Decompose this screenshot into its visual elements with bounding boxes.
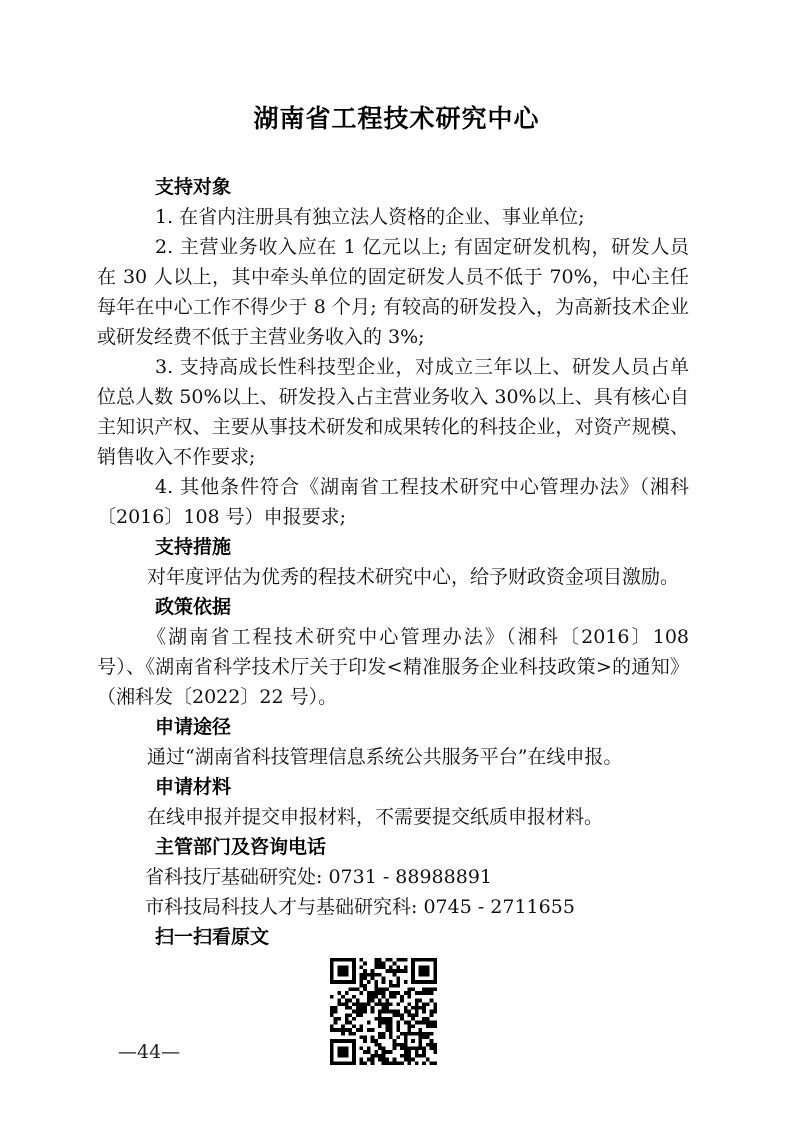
application-materials-text: 在线申报并提交申报材料，不需要提交纸质申报材料。: [147, 806, 604, 828]
section-heading-qr-scan: 扫一扫看原文: [155, 926, 270, 948]
section-policy-basis: [97, 592, 689, 712]
section-heading-application-channel: 申请途径: [155, 716, 232, 738]
qr-code-image: [330, 958, 437, 1065]
contact-phone-provincial: 省科技厅基础研究处: 0731 - 88988891: [145, 866, 493, 888]
qr-code: [330, 958, 437, 1065]
document-body: [97, 172, 689, 1065]
support-measures-text: 对年度评估为优秀的程技术研究中心，给予财政资金项目激励。: [147, 566, 680, 588]
page-title: 湖南省工程技术研究中心: [253, 104, 540, 133]
section-heading-support-targets: 支持对象: [155, 176, 232, 198]
section-heading-policy-basis: 政策依据: [155, 596, 232, 618]
policy-basis-text: 《湖南省工程技术研究中心管理办法》（湘科〔2016〕108 号）、《湖南省科学技术厅关于印发<精准服务企业科技政策>的通知》（湘科发〔2022〕22 号）。: [97, 626, 689, 708]
section-application-materials: [97, 772, 689, 832]
section-heading-contact-info: 主管部门及咨询电话: [155, 836, 327, 858]
support-target-item-4: 4. 其他条件符合《湖南省工程技术研究中心管理办法》（湘科〔2016〕108 号）申报要求;: [97, 476, 689, 528]
support-target-item-3: 3. 支持高成长性科技型企业，对成立三年以上、研发人员占单位总人数 50%以上、研发投入占主营业务收入 30%以上、具有核心自主知识产权、主要从事技术研发和成果转化的科技企业，对资产规模、销售收入不作要求;: [97, 356, 689, 468]
section-contact-info: [97, 832, 689, 922]
support-target-item-1: 1. 在省内注册具有独立法人资格的企业、事业单位;: [155, 206, 585, 228]
support-target-item-2: 2. 主营业务收入应在 1 亿元以上; 有固定研发机构，研发人员在 30 人以上，其中牵头单位的固定研发人员不低于 70%，中心主任每年在中心工作不得少于 8 个月; 有较高的研发投入，为高新技术企业或研发经费不低于主营业务收入的 3%;: [97, 236, 689, 348]
contact-phone-municipal: 市科技局科技人才与基础研究科: 0745 - 2711655: [145, 896, 575, 918]
section-heading-support-measures: 支持措施: [155, 536, 232, 558]
section-support-targets: [97, 172, 689, 532]
page-number: —44—: [118, 1041, 181, 1063]
section-support-measures: [97, 532, 689, 592]
section-heading-application-materials: 申请材料: [155, 776, 232, 798]
section-application-channel: [97, 712, 689, 772]
section-qr-scan: [97, 922, 689, 1065]
application-channel-text: 通过“湖南省科技管理信息系统公共服务平台”在线申报。: [147, 746, 623, 768]
